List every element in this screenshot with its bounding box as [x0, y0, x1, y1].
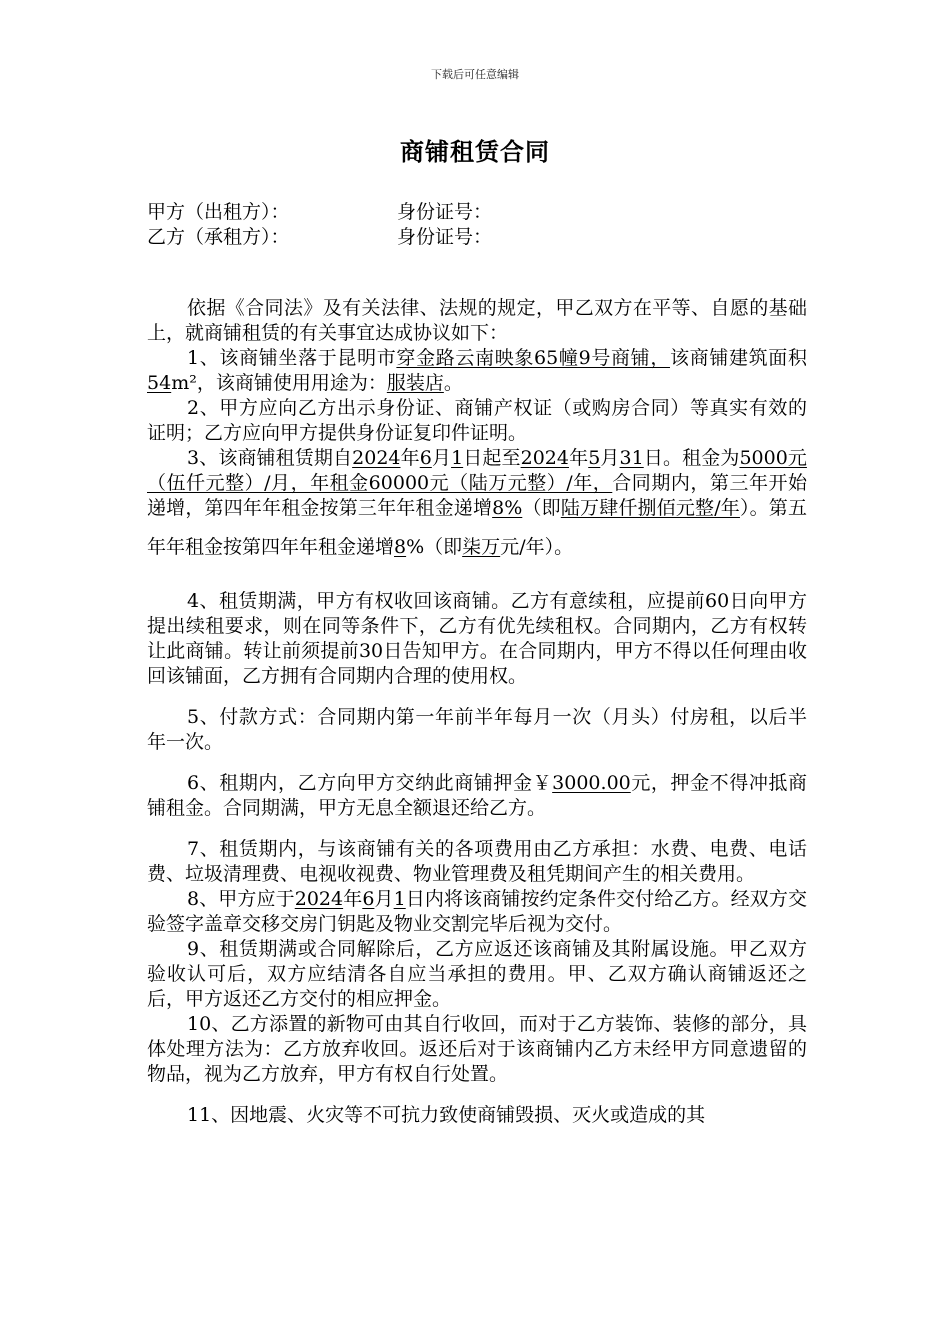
- party-b-line: [147, 225, 493, 250]
- handover-day: 1: [393, 888, 406, 910]
- clause-3: 3、该商铺租赁期自2024年6月1日起至2024年5月31日。租金为5000元（伍仟元整）/月，年租金60000元（陆万元整）/年，合同期内，第三年开始递增，第四年年租金按第三年年租金递增8%（即陆万肆仟捌佰元整/年）。第五年年租金按第四年年租金递增8%（即柒万元/年）。: [147, 447, 807, 558]
- handover-year: 2024: [294, 888, 344, 910]
- lease-start-year: 2024: [352, 447, 401, 469]
- party-a-id-label: 身份证号：: [397, 201, 493, 223]
- rent-increase-year-4: 8%: [492, 497, 523, 519]
- clause-7: 7、租赁期内，与该商铺有关的各项费用由乙方承担：水费、电费、电话费、垃圾清理费、电视收视费、物业管理费及租凭期间产生的相关费用。: [147, 838, 807, 885]
- shop-area: 54: [147, 372, 172, 394]
- clause-11: 11、因地震、火灾等不可抗力致使商铺毁损、灭火或造成的其: [187, 1104, 706, 1126]
- shop-use: 服装店: [386, 372, 444, 394]
- lease-end-month: 5: [588, 447, 601, 469]
- deposit-amount: 3000.00: [552, 772, 631, 794]
- party-a-label: 甲方（出租方）：: [147, 201, 290, 223]
- rent-year-5: 柒万: [462, 536, 501, 558]
- header-note: 下载后可任意编辑: [431, 68, 519, 81]
- clause-1: 1、该商铺坐落于昆明市穿金路云南映象65幢9号商铺，该商铺建筑面积54m²，该商铺使用用途为：服装店。: [147, 347, 807, 394]
- rent-increase-year-5: 8: [394, 536, 407, 558]
- clause-2: 2、甲方应向乙方出示身份证、商铺产权证（或购房合同）等真实有效的证明；乙方应向甲方提供身份证复印件证明。: [147, 397, 807, 444]
- party-b-label: 乙方（承租方）：: [147, 226, 290, 248]
- clause-4: 4、租赁期满，甲方有权收回该商铺。乙方有意续租，应提前60日向甲方提出续租要求，则在同等条件下，乙方有优先续租权。合同期内，乙方有权转让此商铺。转让前须提前30日告知甲方。在合同期内，甲方不得以任何理由收回该铺面，乙方拥有合同期内合理的使用权。: [147, 590, 807, 687]
- rent-amount: 5000元（伍仟元整）/月，年租金60000元（陆万元整）/年，: [147, 447, 807, 494]
- document-title: 商铺租赁合同: [400, 137, 550, 166]
- clause-5: 5、付款方式：合同期内第一年前半年每月一次（月头）付房租，以后半年一次。: [147, 706, 807, 753]
- intro-paragraph: 依据《合同法》及有关法律、法规的规定，甲乙双方在平等、自愿的基础上，就商铺租赁的有关事宜达成协议如下：: [147, 297, 807, 344]
- contract-body: [147, 296, 807, 1128]
- lease-end-day: 31: [619, 447, 644, 469]
- clause-6: 6、租期内，乙方向甲方交纳此商铺押金￥3000.00元，押金不得冲抵商铺租金。合同期满，甲方无息全额退还给乙方。: [147, 772, 807, 819]
- shop-address: 穿金路云南映象65幢9号商铺，: [396, 347, 670, 369]
- clause-10: 10、乙方添置的新物可由其自行收回，而对于乙方装饰、装修的部分，具体处理方法为：乙方放弃收回。返还后对于该商铺内乙方未经甲方同意遗留的物品，视为乙方放弃，甲方有权自行处置。: [147, 1013, 807, 1085]
- lease-end-year: 2024: [520, 447, 569, 469]
- lease-start-day: 1: [451, 447, 464, 469]
- clause-8: 8、甲方应于2024年6月1日内将该商铺按约定条件交付给乙方。经双方交验签字盖章交移交房门钥匙及物业交割完毕后视为交付。: [147, 888, 807, 935]
- clause-9: 9、租赁期满或合同解除后，乙方应返还该商铺及其附属设施。甲乙双方验收认可后，双方应结清各自应当承担的费用。甲、乙双方确认商铺返还之后，甲方返还乙方交付的相应押金。: [147, 938, 807, 1010]
- handover-month: 6: [362, 888, 375, 910]
- rent-year-4: 陆万肆仟捌佰元整/年: [560, 497, 740, 519]
- lease-start-month: 6: [419, 447, 432, 469]
- party-b-id-label: 身份证号：: [397, 226, 493, 248]
- party-a-line: [147, 200, 493, 225]
